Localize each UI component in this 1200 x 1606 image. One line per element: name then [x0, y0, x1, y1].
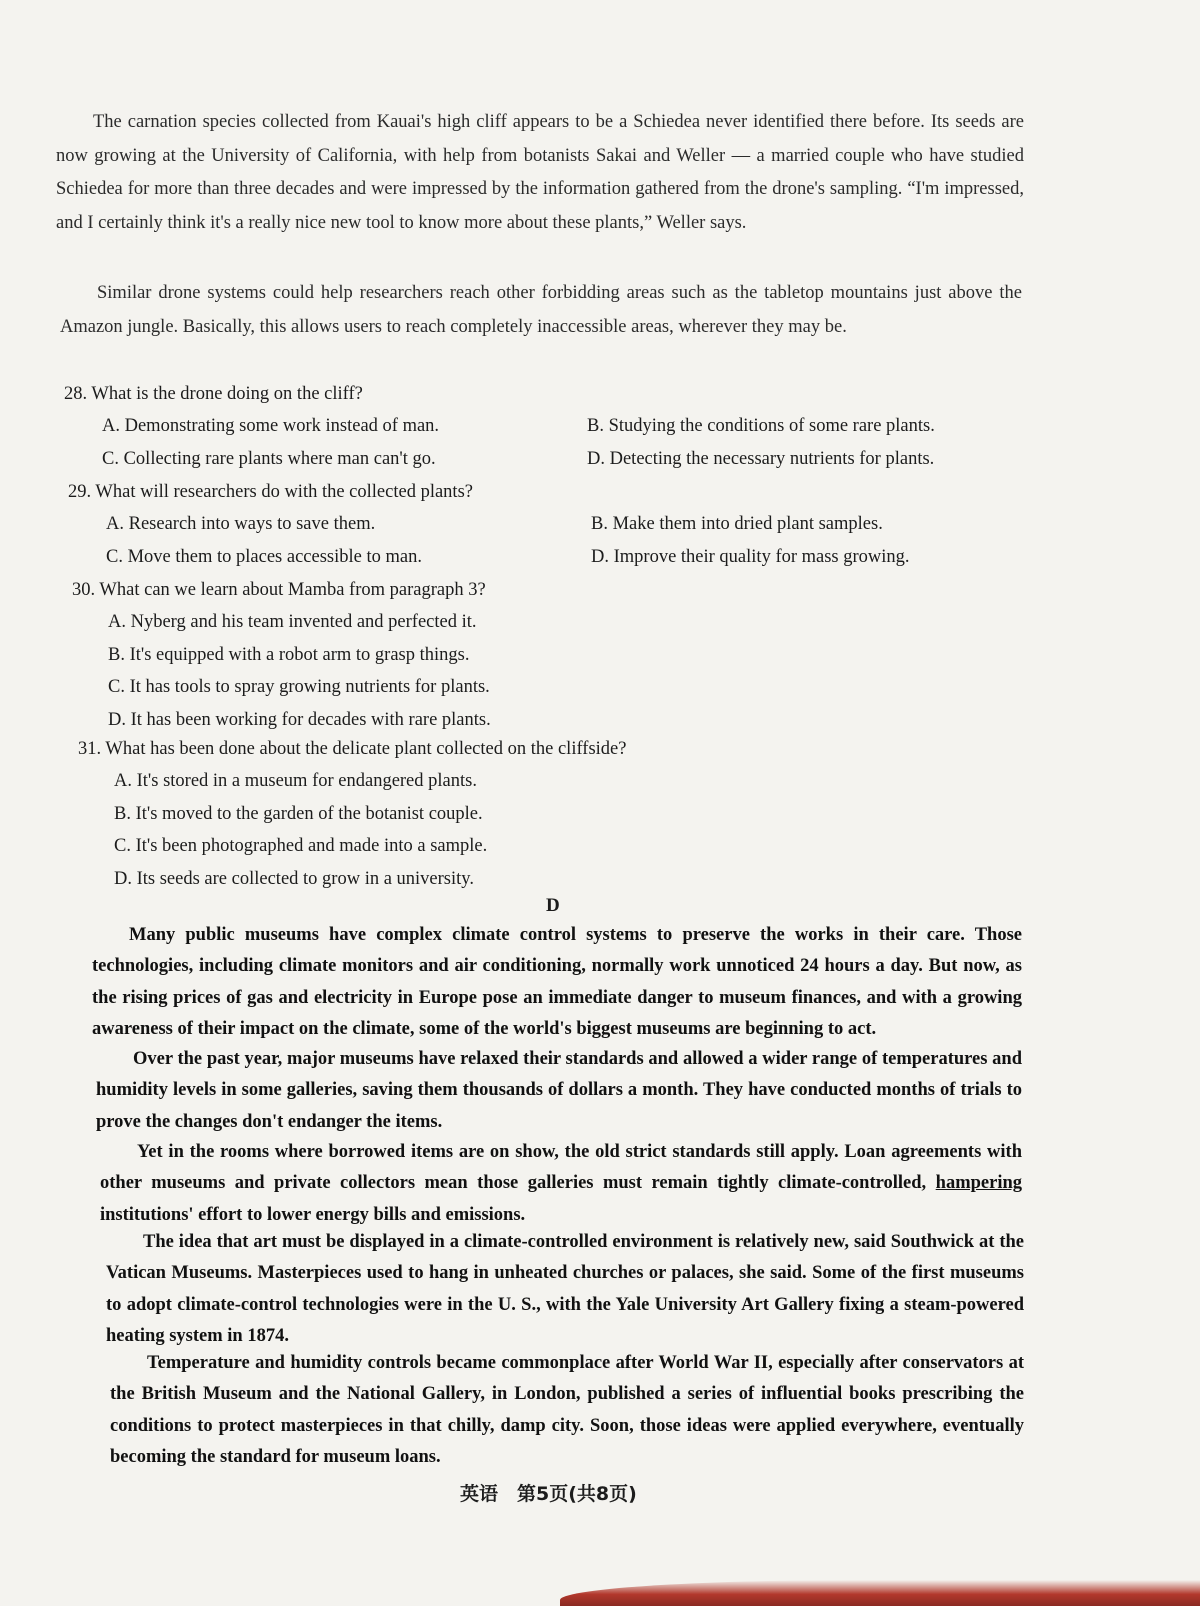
- option-a[interactable]: A. Demonstrating some work instead of man.: [102, 416, 440, 437]
- question-31: [78, 733, 626, 895]
- passage-d-paragraph-5: Temperature and humidity controls became commonplace after World War II, especially after conservators at the British Museum and the National Gallery, in London, published a series of influential books prescribing the conditions to protect masterpieces in that chilly, damp city. Soon, those ideas were applied everywhere, eventually becoming the standard for museum loans.: [110, 1353, 1024, 1467]
- option-b[interactable]: B. Make them into dried plant samples.: [591, 514, 883, 535]
- passage-c-paragraph: The carnation species collected from Kauai's high cliff appears to be a Schiedea never identified there before. Its seeds are now growing at the University of California, with help from botanists Sakai and Weller — a married couple who have studied Schiedea for more than three decades and were impressed by the information gathered from the drone's sampling. “I'm impressed, and I certainly think it's a really nice new tool to know more about these plants,” Weller says.: [56, 112, 1024, 233]
- options-grid: [68, 508, 1011, 573]
- section-heading: D: [546, 895, 560, 916]
- underlined-word: hampering: [935, 1173, 1022, 1194]
- option-c[interactable]: C. It's been photographed and made into a sample.: [114, 836, 488, 857]
- question-stem: 30. What can we learn about Mamba from paragraph 3?: [72, 580, 486, 600]
- passage-c-paragraph: Similar drone systems could help researchers reach other forbidding areas such as the tabletop mountains just above the Amazon jungle. Basically, this allows users to reach completely inaccessible areas, wherever they may be.: [60, 283, 1022, 337]
- page-bottom-edge: [560, 1580, 1200, 1606]
- options-column: [72, 606, 491, 736]
- question-stem: 28. What is the drone doing on the cliff?: [64, 384, 363, 404]
- option-a[interactable]: A. It's stored in a museum for endangered plants.: [114, 771, 477, 792]
- paragraph-text: institutions' effort to lower energy bills and emissions.: [100, 1204, 526, 1225]
- question-stem: 29. What will researchers do with the collected plants?: [68, 482, 473, 502]
- passage-d-paragraph-2: Over the past year, major museums have relaxed their standards and allowed a wider range of temperatures and humidity levels in some galleries, saving them thousands of dollars a month. They have conducted months of trials to prove the changes don't endanger the items.: [96, 1049, 1022, 1132]
- passage-d-paragraph-1: Many public museums have complex climate control systems to preserve the works in their care. Those technologies, including climate monitors and air conditioning, normally work unnoticed 24 hours a day. But now, as the rising prices of gas and electricity in Europe pose an immediate danger to museum finances, and with a growing awareness of their impact on the climate, some of the world's biggest museums are beginning to act.: [92, 925, 1022, 1039]
- option-c[interactable]: C. It has tools to spray growing nutrients for plants.: [108, 677, 490, 698]
- option-d[interactable]: D. Its seeds are collected to grow in a university.: [114, 868, 474, 889]
- question-28: [64, 378, 1007, 475]
- option-b[interactable]: B. Studying the conditions of some rare plants.: [587, 416, 935, 437]
- option-b[interactable]: B. It's equipped with a robot arm to grasp things.: [108, 644, 470, 665]
- option-a[interactable]: A. Nyberg and his team invented and perfected it.: [108, 612, 477, 633]
- paragraph-text: Yet in the rooms where borrowed items are on show, the old strict standards still apply. Loan agreements with other museums and private collectors mean those galleries must remain tightly climate-controlled,: [100, 1142, 1022, 1194]
- passage-d-paragraph-3: [100, 1137, 1022, 1231]
- question-30: [72, 574, 491, 736]
- question-stem: 31. What has been done about the delicate plant collected on the cliffside?: [78, 739, 627, 759]
- option-c[interactable]: C. Collecting rare plants where man can't go.: [102, 448, 436, 469]
- options-column: [78, 765, 626, 895]
- page-footer: 英语 第5页(共8页): [460, 1483, 637, 1505]
- option-d[interactable]: D. Improve their quality for mass growing.: [591, 546, 910, 567]
- question-29: [68, 476, 1011, 573]
- option-d[interactable]: D. Detecting the necessary nutrients for plants.: [587, 448, 935, 469]
- option-b[interactable]: B. It's moved to the garden of the botanist couple.: [114, 803, 483, 824]
- option-a[interactable]: A. Research into ways to save them.: [106, 514, 376, 535]
- option-c[interactable]: C. Move them to places accessible to man.: [106, 546, 422, 567]
- passage-d-paragraph-4: The idea that art must be displayed in a climate-controlled environment is relatively new, said Southwick at the Vatican Museums. Masterpieces used to hang in unheated churches or palaces, she said. Some of the first museums to adopt climate-control technologies were in the U. S., with the Yale University Art Gallery fixing a steam-powered heating system in 1874.: [106, 1232, 1024, 1346]
- option-d[interactable]: D. It has been working for decades with rare plants.: [108, 709, 491, 730]
- options-grid: [64, 410, 1007, 475]
